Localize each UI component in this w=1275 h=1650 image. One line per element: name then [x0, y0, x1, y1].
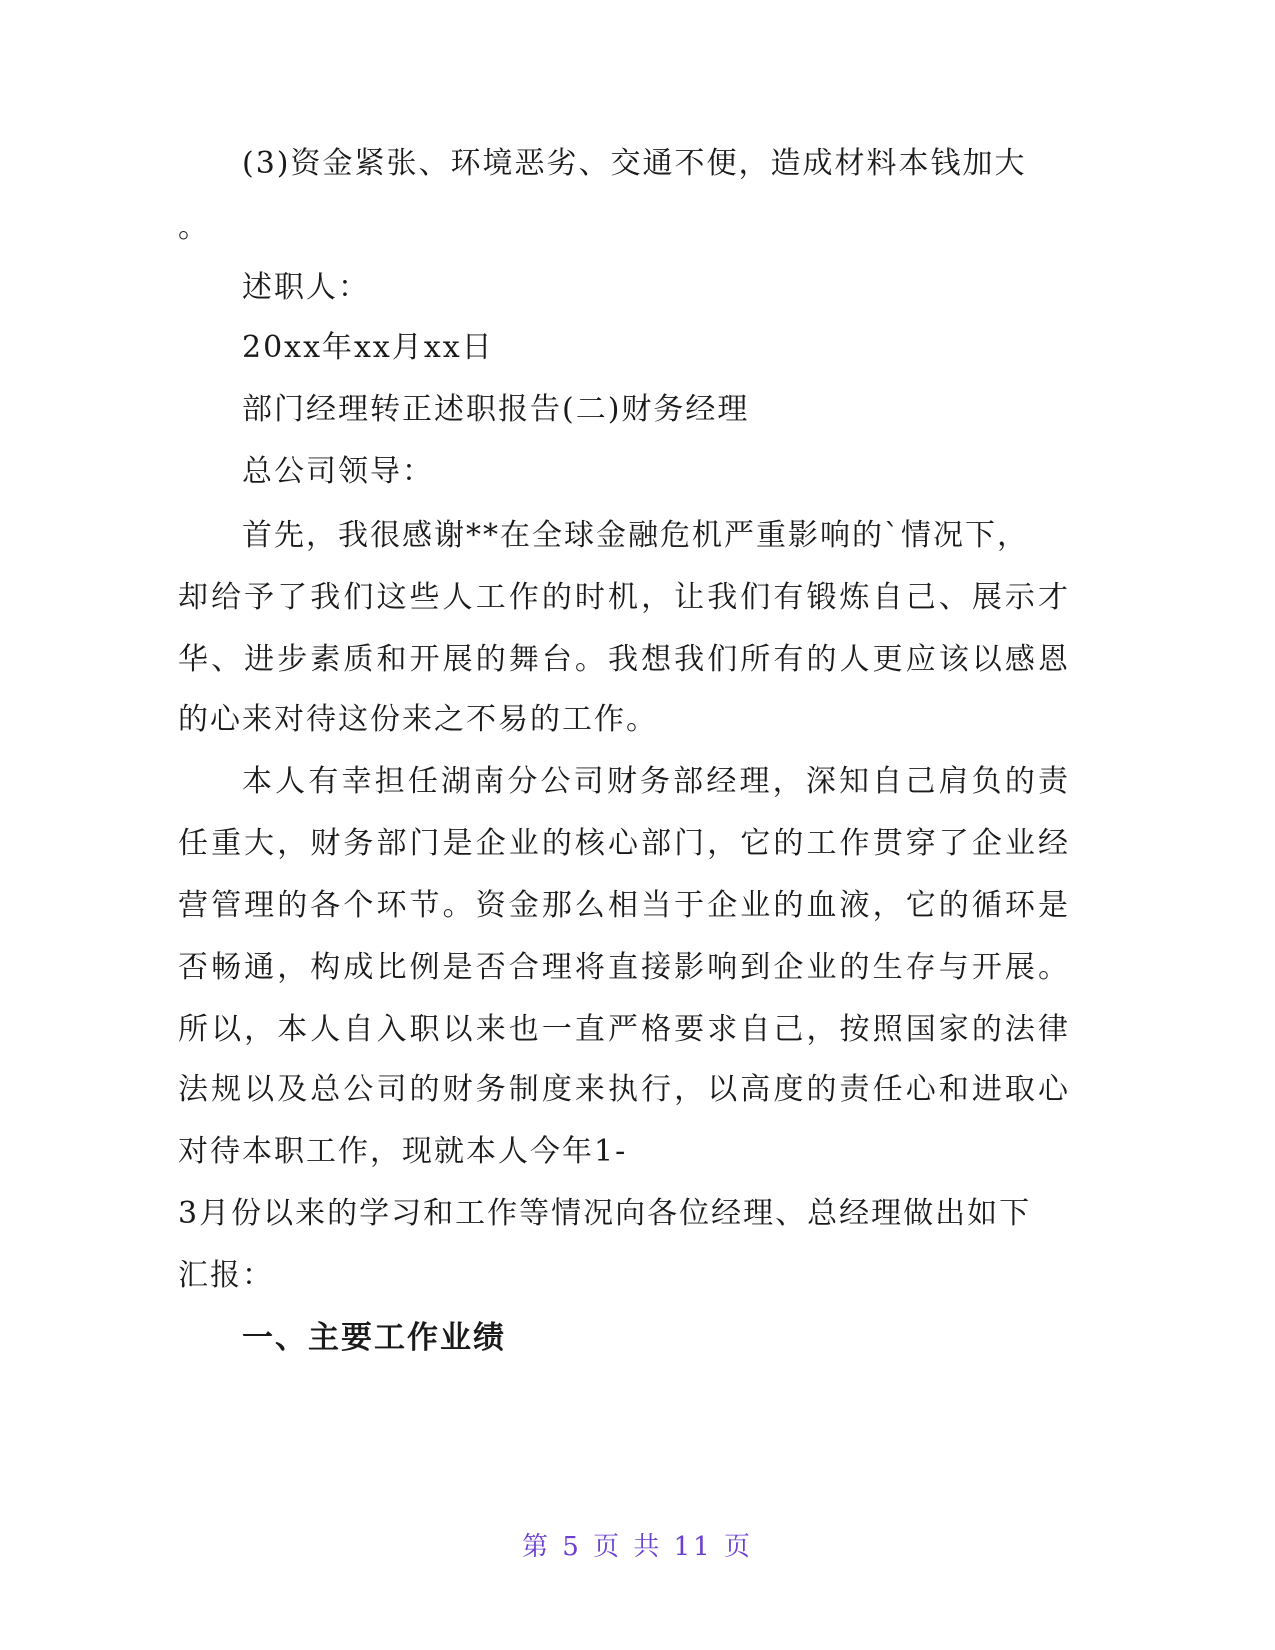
text-line-9: 华、进步素质和开展的舞台。我想我们所有的人更应该以感恩 — [178, 642, 1070, 677]
text-line-17: 对待本职工作，现就本人今年1- — [178, 1134, 628, 1169]
text-line-2: 。 — [178, 210, 210, 245]
text-line-10: 的心来对待这份来之不易的工作。 — [178, 702, 658, 737]
text-line-18: 3月份以来的学习和工作等情况向各位经理、总经理做出如下 — [178, 1196, 1032, 1231]
text-line-14: 否畅通，构成比例是否合理将直接影响到企业的生存与开展。 — [178, 950, 1070, 985]
text-line-3: 述职人： — [242, 270, 370, 305]
text-line-19: 汇报： — [178, 1258, 274, 1293]
text-line-7: 首先，我很感谢**在全球金融危机严重影响的`情况下， — [242, 518, 1029, 553]
text-line-13: 营管理的各个环节。资金那么相当于企业的血液，它的循环是 — [178, 888, 1070, 923]
text-line-5: 部门经理转正述职报告(二)财务经理 — [242, 392, 750, 427]
section-heading: 一、主要工作业绩 — [242, 1320, 506, 1356]
text-line-1: (3)资金紧张、环境恶劣、交通不便，造成材料本钱加大 — [242, 146, 1027, 181]
text-line-16: 法规以及总公司的财务制度来执行，以高度的责任心和进取心 — [178, 1072, 1070, 1107]
text-line-6: 总公司领导： — [242, 454, 434, 489]
text-line-11: 本人有幸担任湖南分公司财务部经理，深知自己肩负的责 — [242, 764, 1070, 799]
text-line-8: 却给予了我们这些人工作的时机，让我们有锻炼自己、展示才 — [178, 580, 1070, 615]
text-line-4: 20xx年xx月xx日 — [242, 330, 494, 365]
page-footer: 第 5 页 共 11 页 — [522, 1532, 753, 1562]
text-line-12: 任重大，财务部门是企业的核心部门，它的工作贯穿了企业经 — [178, 826, 1070, 861]
text-line-15: 所以，本人自入职以来也一直严格要求自己，按照国家的法律 — [178, 1012, 1070, 1047]
